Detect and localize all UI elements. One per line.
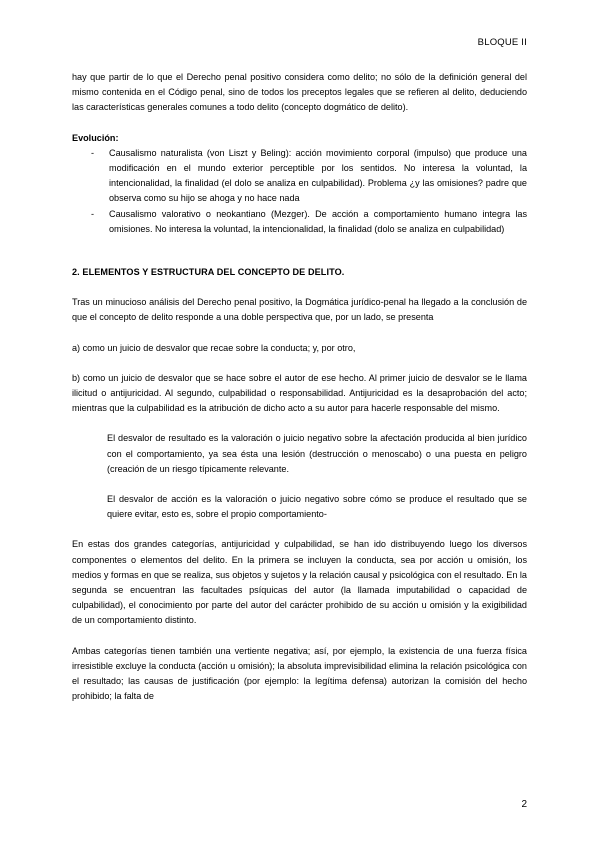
section-paragraph-4: En estas dos grandes categorías, antijuricidad y culpabilidad, se han ido distribuyendo luego los diversos componentes o elementos del delito. En la primera se incluyen la conducta, sea por acción u omisión, los medios y formas en que se realiza, sus objetos y sujetos y la relación causal y psicológica con el resultado. En la segunda se encuentran las facultades psíquicas del autor (la llamada imputabilidad o capacidad de culpabilidad), el conocimiento por parte del autor del carácter prohibido de su acción u omisión y la exigibilidad de un comportamiento distinto.: [72, 539, 527, 626]
evolucion-list: [72, 146, 527, 237]
indented-paragraph-1: El desvalor de resultado es la valoración o juicio negativo sobre la afectación producida al bien jurídico con el comportamiento, ya sea ésta una lesión (destrucción o menoscabo) o una puesta en peligro (creación de un riesgo típicamente relevante.: [107, 433, 527, 474]
list-item-text: Causalismo valorativo o neokantiano (Mezger). De acción a comportamiento humano integra las omisiones. No interesa la voluntad, la intencionalidad, la finalidad (dolo se analiza en culpabilidad): [109, 208, 527, 234]
intro-paragraph: hay que partir de lo que el Derecho penal positivo considera como delito; no sólo de la definición general del mismo contenida en el Código penal, sino de todos los preceptos legales que se refieren al delito, deduciendo las características generales comunes a todo delito (concepto dogmático de delito).: [72, 72, 527, 113]
section-paragraph-1: Tras un minucioso análisis del Derecho penal positivo, la Dogmática jurídico-penal ha llegado a la conclusión de que el concepto de delito responde a una doble perspectiva que, por un lado, se presenta: [72, 297, 527, 323]
list-item: [72, 146, 527, 207]
indented-paragraph-2: El desvalor de acción es la valoración o juicio negativo sobre cómo se produce el resultado que se quiere evitar, esto es, sobre el propio comportamiento-: [107, 494, 527, 520]
section-paragraph-3: b) como un juicio de desvalor que se hace sobre el autor de ese hecho. Al primer juicio de desvalor se le llama ilicitud o antijuricidad. Al segundo, culpabilidad o responsabilidad. Antijuricidad es la desaprobación del acto; mientras que la culpabilidad es la atribución de dicho acto a su autor para hacerle responsable del mismo.: [72, 372, 527, 414]
dash-bullet: -: [91, 208, 95, 219]
page-number: 2: [521, 799, 527, 810]
section-paragraph-5: Ambas categorías tienen también una vertiente negativa; así, por ejemplo, la existencia de una fuerza física irresistible excluye la conducta (acción u omisión); la absoluta imprevisibilidad elimina la relación psicológica con el resultado; las causas de justificación (por ejemplo: la legítima defensa) autorizan la comisión del hecho prohibido; la falta de: [72, 645, 527, 702]
page-content: [72, 70, 527, 705]
section-paragraph-2: a) como un juicio de desvalor que recae sobre la conducta; y, por otro,: [72, 342, 356, 353]
dash-bullet: -: [91, 147, 95, 158]
evolucion-heading: Evolución:: [72, 132, 119, 143]
list-item: [72, 207, 527, 237]
page-header: BLOQUE II: [477, 37, 527, 48]
section-title: 2. ELEMENTOS Y ESTRUCTURA DEL CONCEPTO DE DELITO.: [72, 267, 345, 278]
list-item-text: Causalismo naturalista (von Liszt y Beling): acción movimiento corporal (impulso) que produce una modificación en el mundo exterior perceptible por los sentidos. No interesa la voluntad, la intencionalidad, la finalidad (el dolo se analiza en culpabilidad). Problema ¿y las omisiones? padre que observa como su hijo se ahoga y no hace nada: [109, 147, 527, 204]
